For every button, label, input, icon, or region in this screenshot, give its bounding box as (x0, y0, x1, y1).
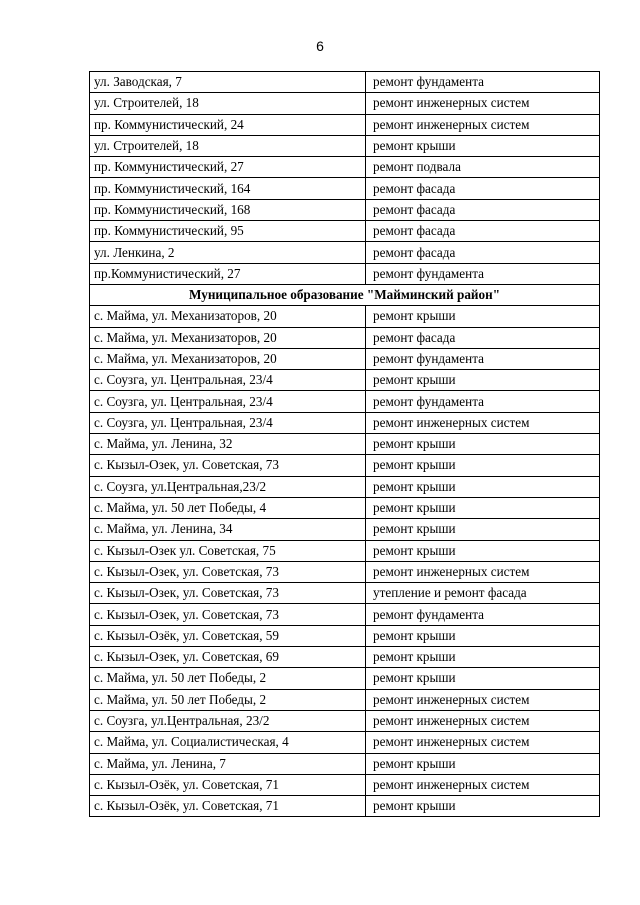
address-cell: пр. Коммунистический, 164 (90, 178, 366, 199)
work-cell: ремонт инженерных систем (366, 710, 600, 731)
address-cell: ул. Строителей, 18 (90, 135, 366, 156)
address-cell: пр. Коммунистический, 95 (90, 221, 366, 242)
table-row (90, 391, 600, 412)
address-cell: с. Майма, ул. Ленина, 7 (90, 753, 366, 774)
table-row (90, 732, 600, 753)
work-cell: ремонт фасада (366, 199, 600, 220)
address-cell: с. Соузга, ул.Центральная,23/2 (90, 476, 366, 497)
table-row (90, 348, 600, 369)
table-row (90, 370, 600, 391)
address-cell: с. Соузга, ул. Центральная, 23/4 (90, 391, 366, 412)
table-row (90, 412, 600, 433)
table-row (90, 583, 600, 604)
table-row (90, 753, 600, 774)
work-cell: ремонт фасада (366, 221, 600, 242)
page-number: 6 (316, 38, 324, 54)
repairs-table-body (90, 72, 600, 817)
table-row (90, 157, 600, 178)
work-cell: ремонт фундамента (366, 391, 600, 412)
address-cell: с. Соузга, ул. Центральная, 23/4 (90, 370, 366, 391)
work-cell: ремонт инженерных систем (366, 93, 600, 114)
work-cell: ремонт крыши (366, 370, 600, 391)
address-cell: с. Майма, ул. Социалистическая, 4 (90, 732, 366, 753)
work-cell: ремонт фундамента (366, 72, 600, 93)
work-cell: ремонт крыши (366, 796, 600, 817)
address-cell: с. Соузга, ул.Центральная, 23/2 (90, 710, 366, 731)
address-cell: ул. Ленкина, 2 (90, 242, 366, 263)
repairs-table (89, 71, 600, 817)
address-cell: с. Майма, ул. Механизаторов, 20 (90, 348, 366, 369)
address-cell: с. Кызыл-Озек, ул. Советская, 73 (90, 455, 366, 476)
table-row (90, 199, 600, 220)
table-row (90, 561, 600, 582)
work-cell: ремонт инженерных систем (366, 689, 600, 710)
address-cell: с. Майма, ул. 50 лет Победы, 2 (90, 668, 366, 689)
section-heading: Муниципальное образование "Майминский район" (90, 284, 600, 305)
table-row (90, 796, 600, 817)
table-row (90, 476, 600, 497)
address-cell: с. Кызыл-Озёк, ул. Советская, 71 (90, 774, 366, 795)
address-cell: с. Кызыл-Озек, ул. Советская, 73 (90, 583, 366, 604)
work-cell: ремонт крыши (366, 476, 600, 497)
work-cell: ремонт фундамента (366, 604, 600, 625)
work-cell: ремонт инженерных систем (366, 774, 600, 795)
address-cell: с. Кызыл-Озёк, ул. Советская, 71 (90, 796, 366, 817)
work-cell: ремонт крыши (366, 306, 600, 327)
work-cell: ремонт фасада (366, 242, 600, 263)
work-cell: ремонт фасада (366, 327, 600, 348)
table-row (90, 327, 600, 348)
table-row (90, 114, 600, 135)
work-cell: ремонт инженерных систем (366, 561, 600, 582)
address-cell: пр. Коммунистический, 24 (90, 114, 366, 135)
address-cell: ул. Строителей, 18 (90, 93, 366, 114)
work-cell: ремонт крыши (366, 647, 600, 668)
table-row (90, 306, 600, 327)
work-cell: ремонт фундамента (366, 263, 600, 284)
table-row (90, 221, 600, 242)
table-row (90, 455, 600, 476)
work-cell: ремонт крыши (366, 497, 600, 518)
address-cell: с. Кызыл-Озек, ул. Советская, 73 (90, 604, 366, 625)
address-cell: с. Майма, ул. Ленина, 34 (90, 519, 366, 540)
work-cell: ремонт крыши (366, 540, 600, 561)
address-cell: с. Майма, ул. Механизаторов, 20 (90, 306, 366, 327)
table-row (90, 668, 600, 689)
work-cell: ремонт инженерных систем (366, 732, 600, 753)
table-row (90, 604, 600, 625)
table-row (90, 647, 600, 668)
table-row (90, 625, 600, 646)
work-cell: ремонт инженерных систем (366, 412, 600, 433)
address-cell: пр. Коммунистический, 27 (90, 157, 366, 178)
address-cell: с. Майма, ул. Механизаторов, 20 (90, 327, 366, 348)
table-row (90, 135, 600, 156)
table-row (90, 689, 600, 710)
table-row (90, 497, 600, 518)
address-cell: с. Кызыл-Озек ул. Советская, 75 (90, 540, 366, 561)
address-cell: с. Кызыл-Озек, ул. Советская, 73 (90, 561, 366, 582)
section-heading-row (90, 284, 600, 305)
table-row (90, 774, 600, 795)
work-cell: ремонт крыши (366, 668, 600, 689)
work-cell: ремонт фундамента (366, 348, 600, 369)
work-cell: ремонт подвала (366, 157, 600, 178)
address-cell: ул. Заводская, 7 (90, 72, 366, 93)
work-cell: утепление и ремонт фасада (366, 583, 600, 604)
address-cell: пр. Коммунистический, 168 (90, 199, 366, 220)
address-cell: с. Майма, ул. Ленина, 32 (90, 434, 366, 455)
address-cell: с. Кызыл-Озек, ул. Советская, 69 (90, 647, 366, 668)
address-cell: с. Майма, ул. 50 лет Победы, 2 (90, 689, 366, 710)
table-row (90, 93, 600, 114)
work-cell: ремонт крыши (366, 434, 600, 455)
table-row (90, 72, 600, 93)
table-row (90, 540, 600, 561)
table-row (90, 434, 600, 455)
work-cell: ремонт фасада (366, 178, 600, 199)
work-cell: ремонт крыши (366, 753, 600, 774)
address-cell: с. Майма, ул. 50 лет Победы, 4 (90, 497, 366, 518)
address-cell: пр.Коммунистический, 27 (90, 263, 366, 284)
work-cell: ремонт крыши (366, 625, 600, 646)
table-row (90, 178, 600, 199)
table-row (90, 242, 600, 263)
address-cell: с. Соузга, ул. Центральная, 23/4 (90, 412, 366, 433)
address-cell: с. Кызыл-Озёк, ул. Советская, 59 (90, 625, 366, 646)
work-cell: ремонт крыши (366, 519, 600, 540)
work-cell: ремонт крыши (366, 135, 600, 156)
work-cell: ремонт крыши (366, 455, 600, 476)
table-row (90, 519, 600, 540)
table-row (90, 263, 600, 284)
table-row (90, 710, 600, 731)
work-cell: ремонт инженерных систем (366, 114, 600, 135)
